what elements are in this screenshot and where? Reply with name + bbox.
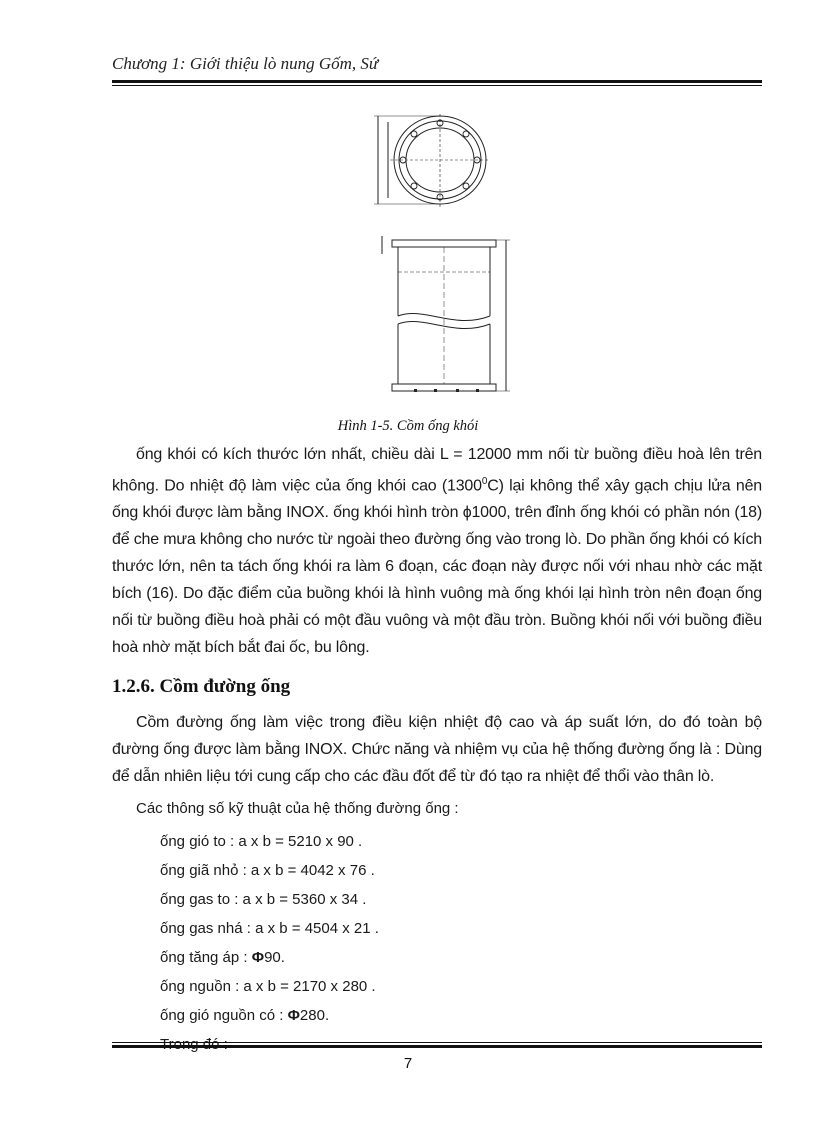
header-rule-thick <box>112 80 762 83</box>
chapter-header: Chương 1: Giới thiệu lò nung Gốm, Sứ <box>112 54 379 73</box>
spec-label: ống gas to : a x b = 5360 x 34 . <box>160 891 367 908</box>
spec-value: 90. <box>264 949 285 966</box>
superscript-zero: 0 <box>481 476 488 487</box>
chimney-paragraph <box>112 441 762 661</box>
chimney-text-part2: C) lại không thể xây gạch chịu lửa nên ống khói được làm bằng INOX. ống khói hình tròn ϕ1000, trên đỉnh ống khói có phần nón (18) để che mưa không cho nước từ ngoài theo đường ống vào trong lò. Do phần ống khói có kích thước lớn, nên ta tách ống khói ra làm 6 đoạn, các đoạn này được nối với nhau nhờ các mặt bích (16). Do đặc điểm của buồng khói là hình vuông mà ống khói lại hình tròn nên đoạn ống nối từ buồng điều hoà phải có một đầu vuông và một đầu tròn. Buồng khói nối với buồng điều hoà nhờ mặt bích bắt đai ốc, bu lông. <box>112 477 762 657</box>
spec-label: ống nguồn : a x b = 2170 x 280 . <box>160 978 376 995</box>
section-heading: 1.2.6. Cồm đường ống <box>112 676 291 697</box>
spec-item <box>160 885 379 914</box>
spec-label: ống giã nhỏ : a x b = 4042 x 76 . <box>160 862 375 879</box>
spec-item <box>160 856 379 885</box>
chimney-text-part1: ống khói có kích thước lớn nhất, chiều dài L = 12000 mm nối từ buồng điều hoà lên trên không. Do nhiệt độ làm việc của ống khói cao (1300 <box>112 446 762 495</box>
chimney-flange-drawing <box>368 112 508 212</box>
spec-item <box>160 827 379 856</box>
spec-value: 280. <box>299 1007 330 1024</box>
spec-list <box>160 827 379 1059</box>
phi-symbol: Φ <box>287 1007 300 1024</box>
page-number: 7 <box>403 1055 413 1072</box>
pipe-system-paragraph: Cồm đường ống làm việc trong điều kiện nhiệt độ cao và áp suất lớn, do đó toàn bộ đường ống được làm bằng INOX. Chức năng và nhiệm vụ của hệ thống đường ống là : Dùng để dẫn nhiên liệu tới cung cấp cho các đầu đốt để từ đó tạo ra nhiệt để thổi vào thân lò. <box>112 714 762 785</box>
footer-rule-thin <box>112 1042 762 1043</box>
spec-item <box>160 1001 379 1030</box>
spec-item <box>160 943 379 972</box>
spec-label: ống gió to : a x b = 5210 x 90 . <box>160 833 363 850</box>
chimney-section-drawing <box>374 232 514 402</box>
spec-label: ống gió nguồn có : <box>160 1007 288 1024</box>
header-rule-thin <box>112 85 762 86</box>
specs-intro: Các thông số kỹ thuật của hệ thống đường ống : <box>136 800 459 817</box>
spec-item <box>160 914 379 943</box>
spec-label: ống gas nhá : a x b = 4504 x 21 . <box>160 920 379 937</box>
phi-symbol: Φ <box>251 949 265 966</box>
footer-rule-thick <box>112 1045 762 1048</box>
spec-item <box>160 972 379 1001</box>
spec-label: ống tăng áp : <box>160 949 252 966</box>
figure-caption: Hình 1-5. Cồm ống khói <box>337 418 479 434</box>
